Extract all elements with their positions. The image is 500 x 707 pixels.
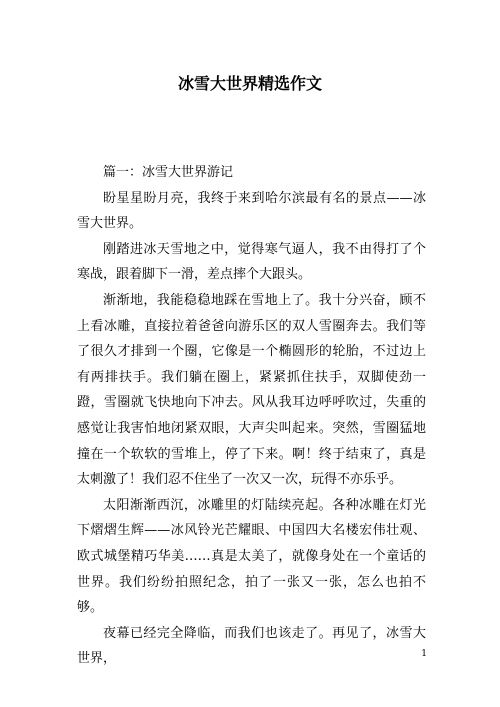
- page-number: 1: [421, 649, 427, 659]
- paragraph: 盼星星盼月亮，我终于来到哈尔滨最有名的景点——冰雪大世界。: [77, 190, 426, 232]
- document-body: [77, 160, 426, 672]
- paragraph: 刚踏进冰天雪地之中，觉得寒气逼人，我不由得打了个寒战，跟着脚下一滑，差点摔个大跟头。: [77, 241, 426, 283]
- document-title: 冰雪大世界精选作文: [177, 74, 322, 93]
- paragraph: 渐渐地，我能稳稳地踩在雪地上了。我十分兴奋，顾不上看冰雕，直接拉着爸爸向游乐区的双人雪圈奔去。我们等了很久才排到一个圈，它像是一个椭圆形的轮胎，不过边上有两排扶手。我们躺在圈上，紧紧抓住扶手，双脚使劲一蹬，雪圈就飞快地向下冲去。风从我耳边呼呼吹过，失重的感觉让我害怕地闭紧双眼，大声尖叫起来。突然，雪圈猛地撞在一个软软的雪堆上，停了下来。啊！终于结束了，真是太刺激了！我们忍不住坐了一次又一次，玩得不亦乐乎。: [77, 292, 426, 488]
- paragraph: 太阳渐渐西沉，冰雕里的灯陆续亮起。各种冰雕在灯光下熠熠生辉——冰风铃光芒耀眼、中国四大名楼宏伟壮观、欧式城堡精巧华美……真是太美了，就像身处在一个童话的世界。我们纷纷拍照纪念，拍了一张又一张，怎么也拍不够。: [77, 497, 426, 616]
- section-heading: 篇一：冰雪大世界游记: [103, 165, 234, 180]
- paragraph: 夜幕已经完全降临，而我们也该走了。再见了，冰雪大世界，: [77, 625, 426, 667]
